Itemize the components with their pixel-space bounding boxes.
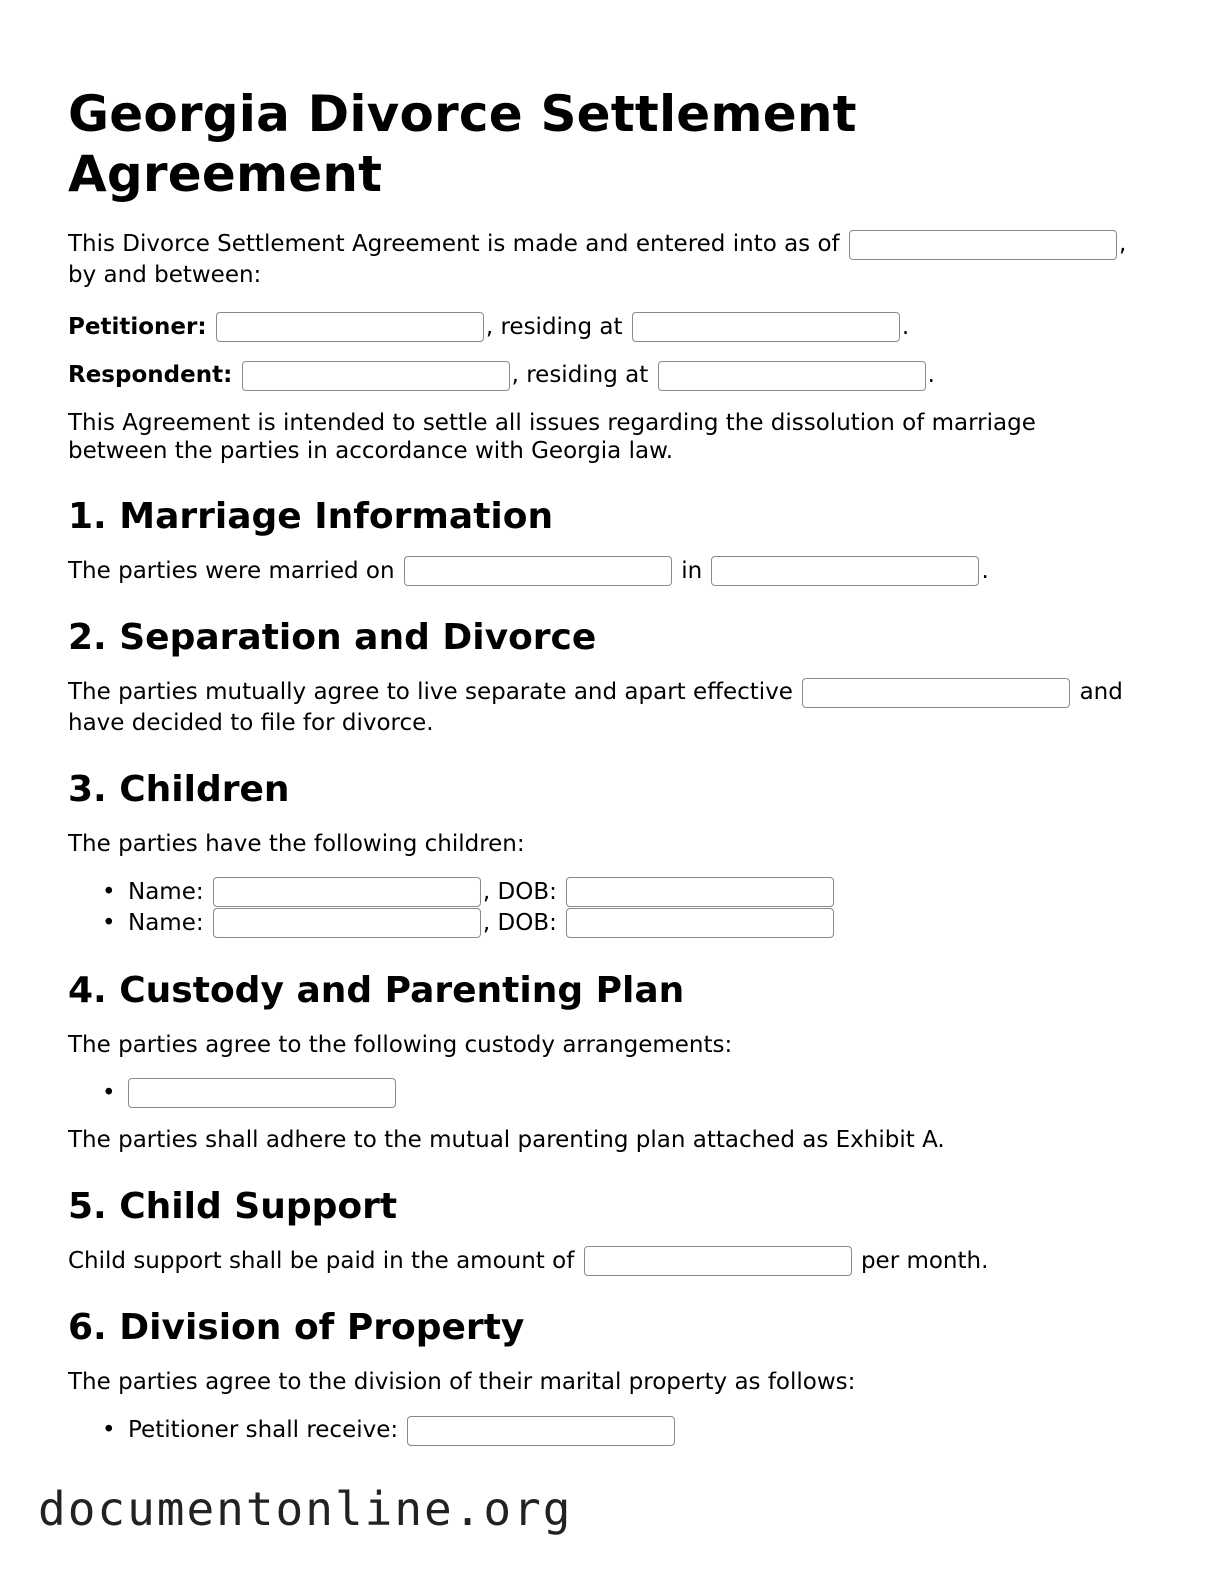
respondent-period: . bbox=[927, 362, 935, 388]
marriage-in-text: in bbox=[681, 557, 703, 584]
section-property-heading: 6. Division of Property bbox=[68, 1307, 525, 1348]
property-petitioner-label: Petitioner shall receive: bbox=[128, 1417, 399, 1443]
children-intro: The parties have the following children: bbox=[68, 830, 525, 857]
child-2-name-field[interactable] bbox=[213, 908, 481, 938]
watermark: documentonline.org bbox=[38, 1482, 573, 1536]
child-1-name-field[interactable] bbox=[213, 877, 481, 907]
child-dob-label: , DOB: bbox=[482, 878, 557, 905]
respondent-name-field[interactable] bbox=[242, 361, 510, 391]
petitioner-address-field[interactable] bbox=[632, 312, 900, 342]
support-amount-field[interactable] bbox=[584, 1246, 852, 1276]
marriage-place-field[interactable] bbox=[711, 556, 979, 586]
separation-text-after: and have decided to file for divorce. bbox=[68, 679, 1123, 736]
petitioner-name-field[interactable] bbox=[216, 312, 484, 342]
section-marriage-heading: 1. Marriage Information bbox=[68, 495, 554, 537]
section-children-heading: 3. Children bbox=[68, 768, 290, 810]
marriage-date-field[interactable] bbox=[404, 556, 672, 586]
custody-closing: The parties shall adhere to the mutual parenting plan attached as Exhibit A. bbox=[68, 1126, 945, 1153]
child-name-label: Name: bbox=[128, 878, 204, 905]
section-support-heading: 5. Child Support bbox=[68, 1185, 398, 1227]
property-item bbox=[128, 1415, 1178, 1446]
property-intro: The parties agree to the division of their marital property as follows: bbox=[68, 1369, 856, 1395]
purpose-paragraph: This Agreement is intended to settle all issues regarding the dissolution of marriage between the parties in accordance with Georgia law. bbox=[68, 409, 1036, 464]
child-dob-label: , DOB: bbox=[482, 909, 557, 936]
petitioner-label: Petitioner: bbox=[68, 313, 207, 340]
marriage-period: . bbox=[981, 557, 989, 584]
separation-paragraph bbox=[68, 677, 1178, 738]
document-page bbox=[68, 84, 1178, 1462]
child-item bbox=[128, 877, 1178, 908]
intro-paragraph bbox=[68, 229, 1178, 290]
children-list bbox=[68, 877, 1178, 939]
agreement-date-field[interactable] bbox=[849, 230, 1117, 260]
respondent-address-field[interactable] bbox=[658, 361, 926, 391]
intro-line2: by and between: bbox=[68, 261, 262, 288]
separation-text: The parties mutually agree to live separate and apart effective bbox=[68, 679, 793, 705]
petitioner-residing-text: , residing at bbox=[485, 313, 623, 340]
respondent-residing-text: , residing at bbox=[511, 362, 649, 388]
property-petitioner-field[interactable] bbox=[407, 1416, 675, 1446]
property-list bbox=[68, 1415, 1178, 1446]
petitioner-line bbox=[68, 312, 1178, 343]
respondent-label: Respondent: bbox=[68, 362, 233, 388]
section-custody-heading: 4. Custody and Parenting Plan bbox=[68, 969, 685, 1011]
support-text-after: per month. bbox=[860, 1247, 989, 1274]
section-separation-heading: 2. Separation and Divorce bbox=[68, 617, 597, 658]
custody-intro: The parties agree to the following custody arrangements: bbox=[68, 1031, 733, 1058]
intro-comma: , bbox=[1118, 231, 1127, 257]
custody-arrangement-field[interactable] bbox=[128, 1078, 396, 1108]
child-item bbox=[128, 908, 1178, 939]
respondent-line bbox=[68, 360, 1178, 391]
marriage-paragraph bbox=[68, 556, 1178, 587]
support-text: Child support shall be paid in the amount of bbox=[68, 1247, 575, 1274]
child-2-dob-field[interactable] bbox=[566, 908, 834, 938]
document-title: Georgia Divorce Settlement Agreement bbox=[68, 85, 857, 203]
intro-text: This Divorce Settlement Agreement is made and entered into as of bbox=[68, 231, 840, 257]
petitioner-period: . bbox=[901, 313, 910, 340]
separation-date-field[interactable] bbox=[802, 678, 1070, 708]
support-paragraph bbox=[68, 1246, 1178, 1277]
custody-list bbox=[68, 1078, 1178, 1109]
marriage-text: The parties were married on bbox=[68, 557, 395, 584]
custody-item bbox=[128, 1078, 1178, 1109]
child-name-label: Name: bbox=[128, 909, 204, 936]
child-1-dob-field[interactable] bbox=[566, 877, 834, 907]
